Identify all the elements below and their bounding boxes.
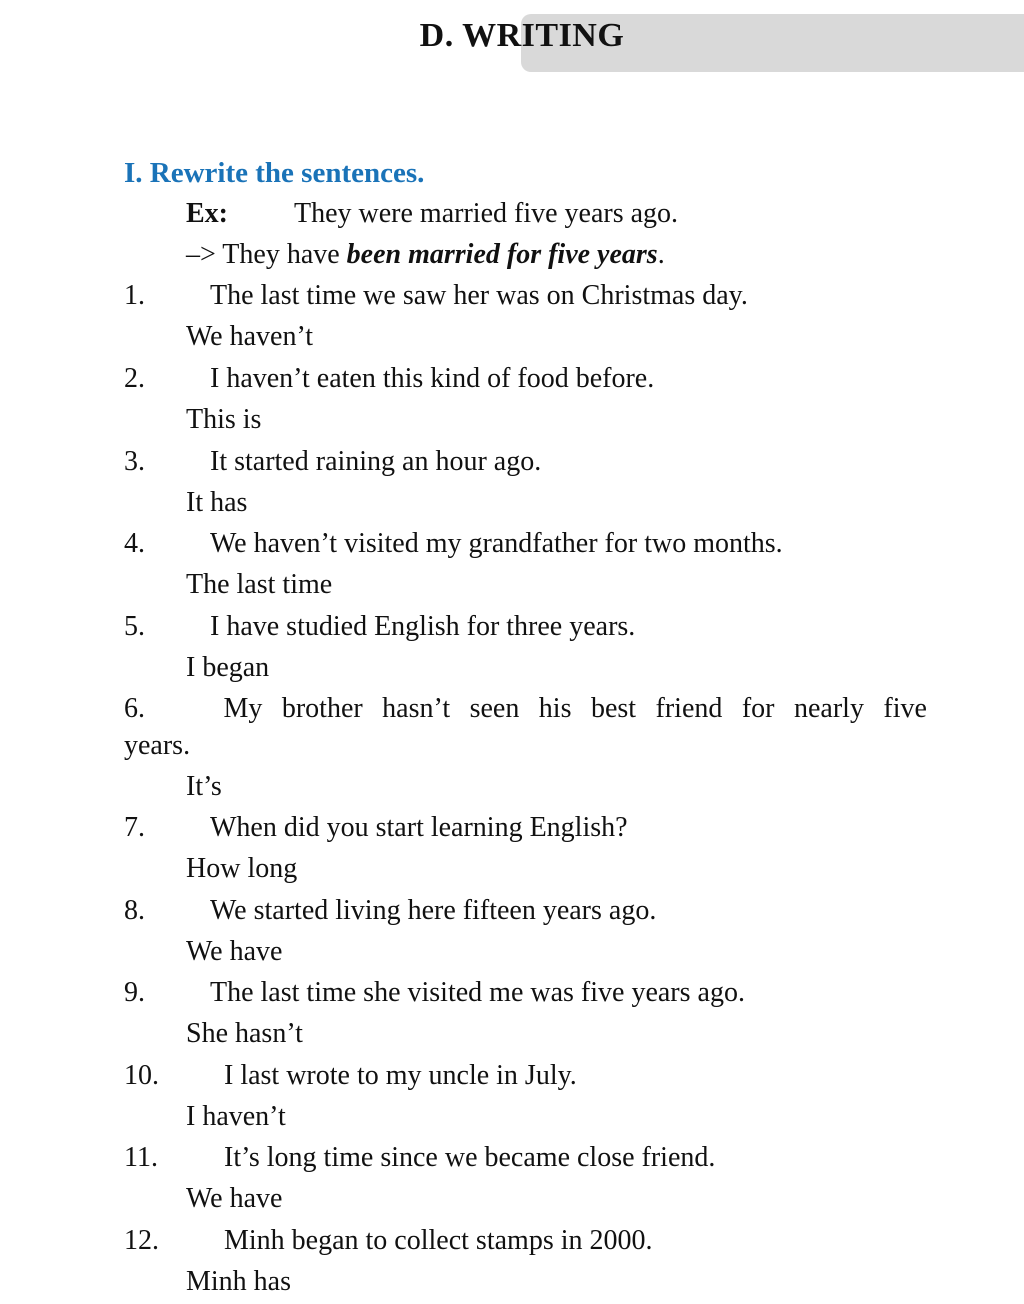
example-answer-emphasis: been married for five years (346, 239, 658, 270)
item-4-prompt: The last time (186, 569, 333, 600)
item-word: friend (655, 693, 723, 724)
item-number: 5. (124, 611, 145, 642)
item-word: seen (469, 693, 520, 724)
item-sentence: I last wrote to my uncle in July. (224, 1060, 577, 1091)
item-3-prompt: It has (186, 487, 248, 518)
example-answer-prefix: –> They have (186, 239, 340, 270)
item-sentence: I have studied English for three years. (210, 611, 636, 642)
example-line (186, 196, 678, 232)
exercise-heading: I. Rewrite the sentences. (124, 157, 425, 189)
example-label: Ex: (186, 198, 228, 229)
item-word: for (741, 693, 775, 724)
item-11-prompt: We have (186, 1183, 283, 1214)
item-sentence: The last time she visited me was five years ago. (210, 977, 745, 1008)
item-number: 6. (124, 693, 145, 724)
item-word: his (538, 693, 572, 724)
item-6-prompt: It’s (186, 771, 222, 802)
item-number: 1. (124, 280, 145, 311)
item-number: 8. (124, 895, 145, 926)
item-number: 9. (124, 977, 145, 1008)
item-sentence: When did you start learning English? (210, 812, 628, 843)
item-word: My (223, 693, 263, 724)
item-word: five (883, 693, 927, 724)
item-12-prompt: Minh has (186, 1266, 291, 1297)
item-5-prompt: I began (186, 652, 270, 683)
item-word: best (590, 693, 637, 724)
item-10-prompt: I haven’t (186, 1101, 286, 1132)
item-sentence: It’s long time since we became close friend. (224, 1142, 716, 1173)
item-sentence: The last time we saw her was on Christmas day. (210, 280, 748, 311)
item-1-prompt: We haven’t (186, 321, 314, 352)
item-number: 2. (124, 363, 145, 394)
item-sentence: We started living here fifteen years ago. (210, 895, 657, 926)
item-word: nearly (793, 693, 864, 724)
example-sentence: They were married five years ago. (294, 198, 679, 229)
item-sentence: We haven’t visited my grandfather for two months. (210, 528, 783, 559)
item-8-prompt: We have (186, 936, 283, 967)
item-number: 4. (124, 528, 145, 559)
item-number: 11. (124, 1142, 158, 1173)
item-word: hasn’t (382, 693, 451, 724)
item-6-continuation: years. (124, 730, 191, 761)
item-sentence: It started raining an hour ago. (210, 446, 542, 477)
item-9-prompt: She hasn’t (186, 1018, 303, 1049)
item-sentence: Minh began to collect stamps in 2000. (224, 1225, 653, 1256)
example-answer (186, 237, 665, 273)
item-6 (124, 691, 927, 727)
item-number: 10. (124, 1060, 159, 1091)
item-7-prompt: How long (186, 853, 298, 884)
item-number: 3. (124, 446, 145, 477)
item-number: 7. (124, 812, 145, 843)
section-title: D. WRITING (419, 17, 625, 54)
item-sentence: I haven’t eaten this kind of food before. (210, 363, 655, 394)
example-answer-suffix: . (657, 239, 665, 270)
item-2-prompt: This is (186, 404, 262, 435)
item-word: brother (281, 693, 363, 724)
item-number: 12. (124, 1225, 159, 1256)
